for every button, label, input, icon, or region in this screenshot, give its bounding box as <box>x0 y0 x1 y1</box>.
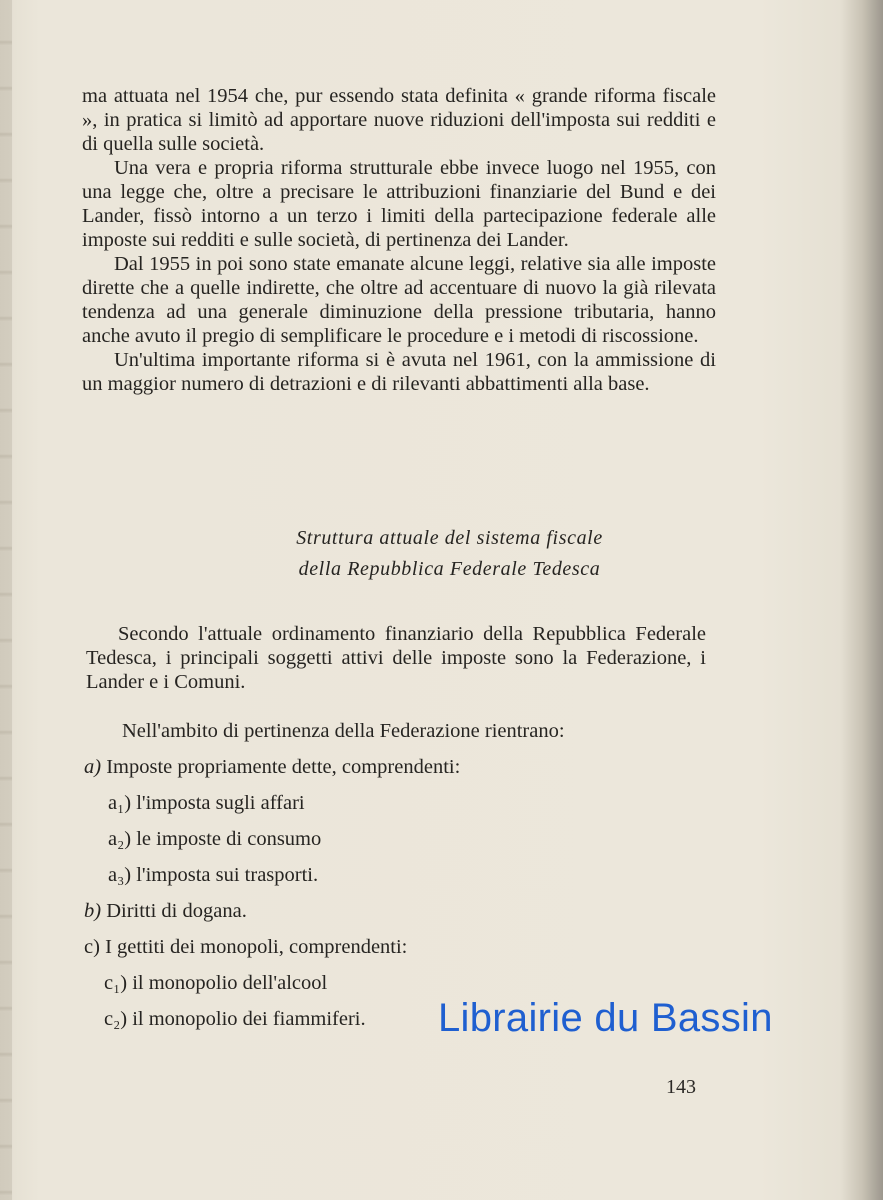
item-marker: c₁) <box>104 972 128 994</box>
section-heading <box>0 523 883 585</box>
item-marker: b) <box>84 900 102 922</box>
list-item <box>84 900 247 923</box>
item-text: l'imposta sugli affari <box>136 792 305 814</box>
list-item <box>84 936 407 959</box>
item-marker: a₁) <box>108 792 132 814</box>
list-item <box>104 1008 366 1031</box>
paragraph-4: Un'ultima importante riforma si è avuta nel 1961, con la ammissione di un maggior numero di detrazioni e di rilevanti abbattimenti alla base. <box>82 349 716 395</box>
paragraph-3: Dal 1955 in poi sono state emanate alcune leggi, relative sia alle imposte dirette che a quelle indirette, che oltre ad accentuare di nuovo la già rilevata tendenza ad una generale diminuzione della pressione tributaria, hanno anche avuto il pregio di semplificare le procedure e i metodi di riscossione. <box>82 253 716 347</box>
list-intro: Nell'ambito di pertinenza della Federazione rientrano: <box>122 720 565 742</box>
paragraph-1: ma attuata nel 1954 che, pur essendo stata definita « grande riforma fiscale », in pratica si limitò ad apportare nuove riduzioni dell'imposta sui redditi e di quella sulle società. <box>82 85 716 155</box>
body-text <box>82 84 716 396</box>
list-item <box>84 756 460 779</box>
paragraph-2: Una vera e propria riforma strutturale ebbe invece luogo nel 1955, con una legge che, oltre a precisare le attribuzioni finanziarie del Bund e dei Lander, fissò intorno a un terzo i limiti della partecipazione federale alle imposte sui redditi e sulle società, di pertinenza dei Lander. <box>82 157 716 251</box>
item-marker: a) <box>84 756 102 778</box>
list-item <box>108 864 318 887</box>
list-item <box>108 828 321 851</box>
page-stack-edge <box>0 0 12 1200</box>
item-marker: a₂) <box>108 828 132 850</box>
item-text: il monopolio dei fiammiferi. <box>132 1008 366 1030</box>
item-text: I gettiti dei monopoli, comprendenti: <box>105 936 408 958</box>
item-text: l'imposta sui trasporti. <box>136 864 319 886</box>
heading-line-2: della Repubblica Federale Tedesca <box>298 558 601 580</box>
item-text: il monopolio dell'alcool <box>132 972 328 994</box>
page-number: 143 <box>666 1076 696 1098</box>
heading-line-1: Struttura attuale del sistema fiscale <box>296 527 603 549</box>
intro-paragraph: Secondo l'attuale ordinamento finanziario della Repubblica Federale Tedesca, i principali soggetti attivi delle imposte sono la Federazione, i Lander e i Comuni. <box>86 623 706 693</box>
list-item <box>108 792 305 815</box>
item-marker: a₃) <box>108 864 132 886</box>
item-text: le imposte di consumo <box>136 828 322 850</box>
list-item <box>104 972 327 995</box>
item-text: Diritti di dogana. <box>106 900 247 922</box>
item-marker: c₂) <box>104 1008 128 1030</box>
item-marker: c) <box>84 936 100 958</box>
item-text: Imposte propriamente dette, comprendenti: <box>106 756 461 778</box>
watermark-text: Librairie du Bassin <box>438 996 773 1040</box>
